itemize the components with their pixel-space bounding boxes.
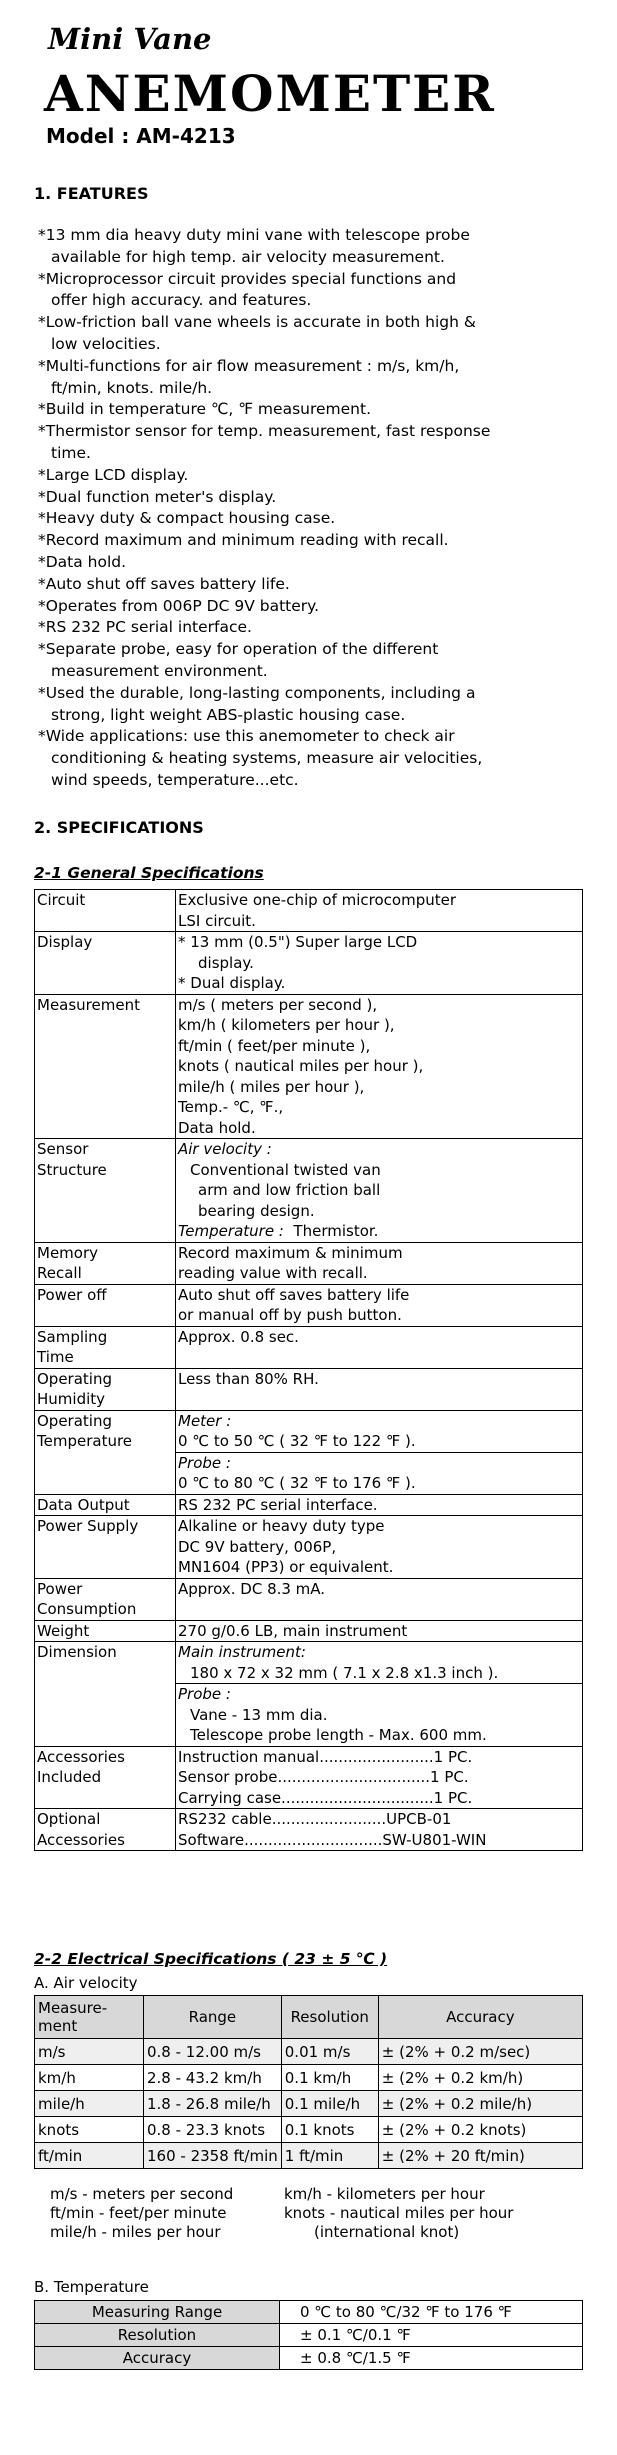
spec-subtitle: Main instrument: [178,1643,306,1661]
air-velocity-table [34,1995,583,2169]
spec-row-accessories [35,1746,583,1809]
product-subtitle: Mini Vane [48,22,212,56]
features-heading: 1. FEATURES [34,184,149,203]
spec-value: Data hold. [178,1118,256,1137]
temp-spec-value: ± 0.8 ℃/1.5 ℉ [280,2347,583,2370]
spec-label: Data Output [35,1494,176,1516]
spec-value: Thermistor. [293,1222,379,1240]
spec-value: Sensor probe................................1 PC. [178,1768,469,1786]
air-velocity-title: A. Air velocity [34,1974,138,1992]
spec-value: Alkaline or heavy duty type [178,1517,385,1535]
spec-label: Power off [35,1284,176,1326]
spec-subtitle: Air velocity : [178,1140,272,1158]
spec-label: Temperature [37,1432,133,1450]
spec-label: Included [37,1768,102,1786]
spec-row-sensor [35,1139,583,1243]
column-header: Range [144,1996,282,2039]
table-row [35,2301,583,2324]
spec-row-circuit [35,890,583,932]
feature-item: *Thermistor sensor for temp. measurement, fast response [38,422,491,441]
feature-item: *Low-friction ball vane wheels is accurate in both high & [38,313,476,332]
column-header-text: Measure- ment [38,1999,108,2035]
spec-value: * 13 mm (0.5") Super large LCD [178,933,418,951]
spec-value: Vane - 13 mm dia. [190,1705,328,1724]
spec-value: m/s ( meters per second ), [178,995,378,1014]
feature-item: *13 mm dia heavy duty mini vane with telescope probe [38,226,470,244]
table-cell: ± (2% + 0.2 km/h) [378,2065,582,2091]
table-cell: ± (2% + 20 ft/min) [378,2143,582,2169]
spec-label: Weight [35,1620,176,1642]
spec-label: Display [35,932,176,995]
spec-value: DC 9V battery, 006P, [178,1537,337,1556]
feature-item: *RS 232 PC serial interface. [38,618,252,637]
feature-item: *Record maximum and minimum reading with recall. [38,531,449,550]
spec-value: 0 ℃ to 80 ℃ ( 32 ℉ to 176 ℉ ). [178,1474,416,1492]
spec-label: Power Supply [35,1516,176,1579]
table-row [35,2091,583,2117]
table-cell: mile/h [35,2091,144,2117]
temp-spec-value: ± 0.1 ℃/0.1 ℉ [280,2324,583,2347]
spec-value: Auto shut off saves battery life [178,1285,410,1304]
table-cell: 1 ft/min [281,2143,378,2169]
model-number: Model : AM-4213 [46,124,236,148]
spec-value: Approx. 0.8 sec. [176,1326,583,1368]
spec-subtitle: Probe : [178,1453,231,1472]
spec-value: 180 x 72 x 32 mm ( 7.1 x 2.8 x1.3 inch ). [190,1663,499,1682]
spec-row-operating-temperature [35,1410,583,1494]
feature-item: *Operates from 006P DC 9V battery. [38,596,320,615]
feature-item: *Data hold. [38,552,127,571]
spec-row-measurement [35,994,583,1139]
spec-label: Consumption [37,1600,137,1618]
feature-item: *Microprocessor circuit provides special functions and [38,269,457,288]
spec-value: display. [198,953,254,972]
spec-label: Sensor [37,1140,89,1158]
table-header-row [35,1996,583,2039]
table-cell: ± (2% + 0.2 mile/h) [378,2091,582,2117]
spec-value: RS 232 PC serial interface. [176,1494,583,1516]
table-cell: ft/min [35,2143,144,2169]
table-cell: 0.8 - 23.3 knots [144,2117,282,2143]
feature-item-continuation: time. [51,443,91,462]
unit-note: mile/h - miles per hour [50,2223,221,2241]
features-list [38,225,490,792]
table-cell: ± (2% + 0.2 m/sec) [378,2039,582,2065]
product-title: ANEMOMETER [44,64,496,123]
feature-item: *Heavy duty & compact housing case. [38,509,336,528]
spec-label: Structure [37,1160,107,1179]
table-cell: 0.8 - 12.00 m/s [144,2039,282,2065]
spec-value: arm and low friction ball [198,1181,381,1199]
column-header: Accuracy [378,1996,582,2039]
spec-subtitle: Probe : [178,1685,231,1703]
electrical-specs-title: 2-2 Electrical Specifications ( 23 ± 5 ℃ ) [34,1950,388,1968]
spec-value: 0 ℃ to 50 ℃ ( 32 ℉ to 122 ℉ ). [178,1432,416,1450]
table-cell: 2.8 - 43.2 km/h [144,2065,282,2091]
spec-value: Conventional twisted van [190,1160,381,1179]
spec-value: 270 g/0.6 LB, main instrument [176,1620,583,1642]
unit-note: knots - nautical miles per hour [284,2204,514,2222]
feature-item: *Multi-functions for air flow measurement : m/s, km/h, [38,356,460,375]
feature-item: *Auto shut off saves battery life. [38,574,290,593]
spec-label: Measurement [35,994,176,1139]
unit-note: ft/min - feet/per minute [50,2204,227,2222]
spec-label: Accessories [37,1747,125,1766]
feature-item-continuation: measurement environment. [51,661,268,680]
specifications-heading: 2. SPECIFICATIONS [34,818,204,837]
feature-item: *Wide applications: use this anemometer to check air [38,727,455,746]
table-cell: km/h [35,2065,144,2091]
spec-row-weight [35,1620,583,1642]
column-header [35,1996,144,2039]
table-cell: 0.1 km/h [281,2065,378,2091]
spec-value: MN1604 (PP3) or equivalent. [178,1558,394,1576]
spec-label: Time [37,1348,74,1366]
column-header: Resolution [281,1996,378,2039]
spec-value: reading value with recall. [178,1264,368,1282]
spec-value: mile/h ( miles per hour ), [178,1077,365,1096]
spec-row-dimension [35,1642,583,1747]
unit-note: (international knot) [314,2223,460,2241]
spec-label: Sampling [37,1327,108,1346]
temp-spec-label: Measuring Range [35,2301,280,2324]
spec-row-sampling [35,1326,583,1368]
table-row [35,2039,583,2065]
table-row [35,2143,583,2169]
table-cell: 0.1 mile/h [281,2091,378,2117]
general-specs-table [34,889,583,1851]
temp-spec-value: 0 ℃ to 80 ℃/32 ℉ to 176 ℉ [280,2301,583,2324]
feature-item-continuation: strong, light weight ABS-plastic housing case. [51,705,406,724]
feature-item-continuation: available for high temp. air velocity measurement. [51,247,445,266]
feature-item: *Dual function meter's display. [38,487,277,506]
table-cell: knots [35,2117,144,2143]
table-cell: m/s [35,2039,144,2065]
table-row [35,2324,583,2347]
spec-row-memory [35,1242,583,1284]
spec-row-display [35,932,583,995]
feature-item: *Used the durable, long-lasting components, including a [38,683,476,702]
temperature-table [34,2300,583,2370]
spec-value: Software.............................SW-U801-WIN [178,1830,487,1849]
spec-value: knots ( nautical miles per hour ), [178,1057,424,1075]
spec-value: ft/min ( feet/per minute ), [178,1036,371,1055]
spec-label: Dimension [35,1642,176,1747]
spec-row-power-consumption [35,1578,583,1620]
spec-value: Exclusive one-chip of microcomputer [178,891,457,909]
feature-item: *Large LCD display. [38,465,189,484]
table-row [35,2065,583,2091]
spec-subtitle: Meter : [178,1411,232,1430]
temperature-title: B. Temperature [34,2278,149,2296]
spec-value: Temp.- ℃, ℉., [178,1098,284,1116]
temp-spec-label: Accuracy [35,2347,280,2370]
spec-value: Carrying case................................1 PC. [178,1788,473,1807]
table-cell: ± (2% + 0.2 knots) [378,2117,582,2143]
spec-label: Accessories [37,1830,125,1849]
spec-value: km/h ( kilometers per hour ), [178,1016,395,1034]
spec-row-power-off [35,1284,583,1326]
unit-note: km/h - kilometers per hour [284,2185,485,2203]
spec-value: Record maximum & minimum [178,1243,403,1262]
spec-label: Operating [37,1369,112,1388]
feature-item-continuation: low velocities. [51,334,161,353]
table-cell: 0.1 knots [281,2117,378,2143]
table-row [35,2117,583,2143]
spec-label: Humidity [37,1390,106,1408]
feature-item-continuation: wind speeds, temperature...etc. [51,770,299,789]
spec-value: Approx. DC 8.3 mA. [176,1578,583,1620]
spec-value: Instruction manual........................1 PC. [178,1747,473,1766]
spec-label: Circuit [35,890,176,932]
feature-item-continuation: offer high accuracy. and features. [51,291,312,310]
spec-value: RS232 cable........................UPCB-01 [178,1810,452,1828]
spec-label: Memory [37,1243,99,1262]
spec-row-optional [35,1809,583,1851]
spec-label: Operating [37,1411,112,1430]
table-cell: 1.8 - 26.8 mile/h [144,2091,282,2117]
feature-item: *Separate probe, easy for operation of the different [38,640,439,659]
spec-value: Less than 80% RH. [176,1368,583,1410]
spec-label: Optional [37,1810,101,1828]
spec-value: or manual off by push button. [178,1306,402,1324]
spec-row-humidity [35,1368,583,1410]
unit-note: m/s - meters per second [50,2185,234,2203]
spec-subtitle: Temperature : [178,1222,284,1240]
spec-value: LSI circuit. [178,911,256,930]
feature-item-continuation: ft/min, knots. mile/h. [51,378,213,397]
feature-item: *Build in temperature ℃, ℉ measurement. [38,400,372,419]
spec-value: * Dual display. [178,974,286,992]
table-cell: 0.01 m/s [281,2039,378,2065]
feature-item-continuation: conditioning & heating systems, measure air velocities, [51,749,483,768]
spec-value: Telescope probe length - Max. 600 mm. [190,1726,487,1744]
temp-spec-label: Resolution [35,2324,280,2347]
spec-row-power-supply [35,1516,583,1579]
spec-value: bearing design. [198,1201,315,1220]
spec-label: Recall [37,1264,82,1282]
table-row [35,2347,583,2370]
spec-row-data-output [35,1494,583,1516]
table-cell: 160 - 2358 ft/min [144,2143,282,2169]
spec-label: Power [37,1579,83,1598]
general-specs-title: 2-1 General Specifications [34,864,264,882]
